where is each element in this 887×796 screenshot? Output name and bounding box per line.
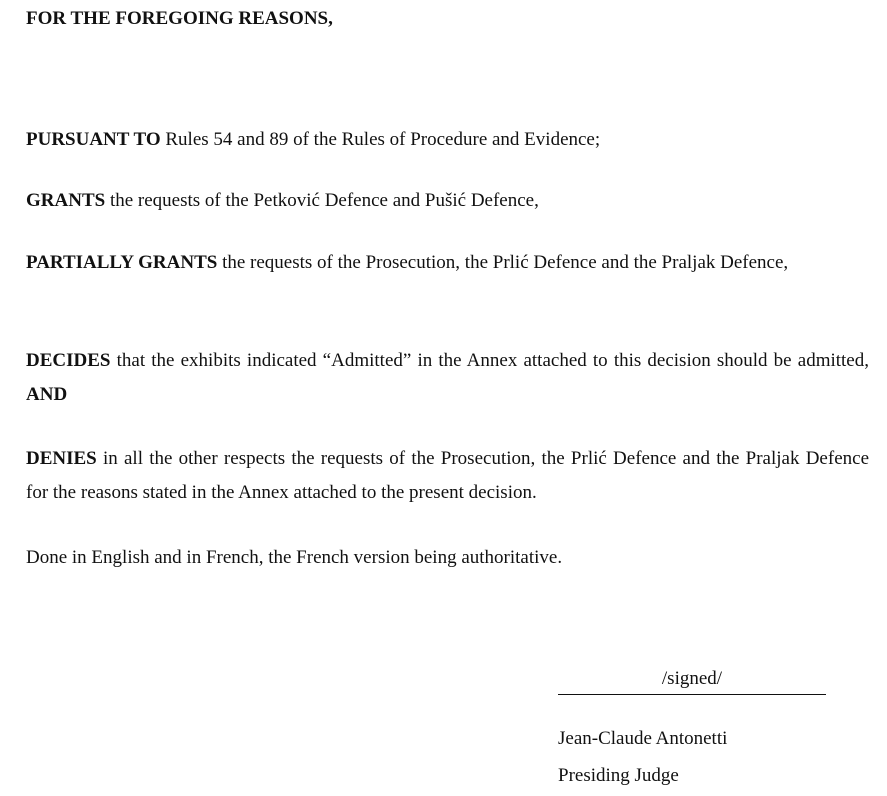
paragraph-text: in all the other respects the requests of the Prosecution, the Prlić Defence and the Praljak Defence for the reasons stated in the Annex attached to the present decision. <box>26 448 869 503</box>
paragraph-text: that the exhibits indicated “Admitted” in the Annex attached to this decision should be admitted, <box>110 350 869 371</box>
signature-line <box>558 664 826 695</box>
paragraph-text: the requests of the Prosecution, the Prlić Defence and the Praljak Defence, <box>217 252 789 273</box>
signature-block <box>558 664 828 786</box>
paragraph-lead: DECIDES <box>26 350 111 371</box>
paragraph-decides <box>26 344 869 412</box>
signatory-name: Jean-Claude Antonetti <box>558 728 728 749</box>
closing-statement: Done in English and in French, the French version being authoritative. <box>26 547 563 568</box>
paragraph-text: the requests of the Petković Defence and Pušić Defence, <box>105 190 539 211</box>
signed-mark: /signed/ <box>661 668 723 689</box>
paragraph-lead: PURSUANT TO <box>26 129 161 150</box>
paragraph-lead: DENIES <box>26 448 97 469</box>
paragraph-denies <box>26 442 869 510</box>
section-heading: FOR THE FOREGOING REASONS, <box>26 8 333 29</box>
signatory-title: Presiding Judge <box>558 765 679 786</box>
paragraph-grants <box>26 184 869 218</box>
paragraph-partially-grants <box>26 246 869 280</box>
paragraph-tail: AND <box>26 384 68 405</box>
paragraph-text: Rules 54 and 89 of the Rules of Procedure and Evidence; <box>160 129 601 150</box>
paragraph-pursuant-to <box>26 123 869 157</box>
paragraph-lead: GRANTS <box>26 190 106 211</box>
paragraph-lead: PARTIALLY GRANTS <box>26 252 218 273</box>
